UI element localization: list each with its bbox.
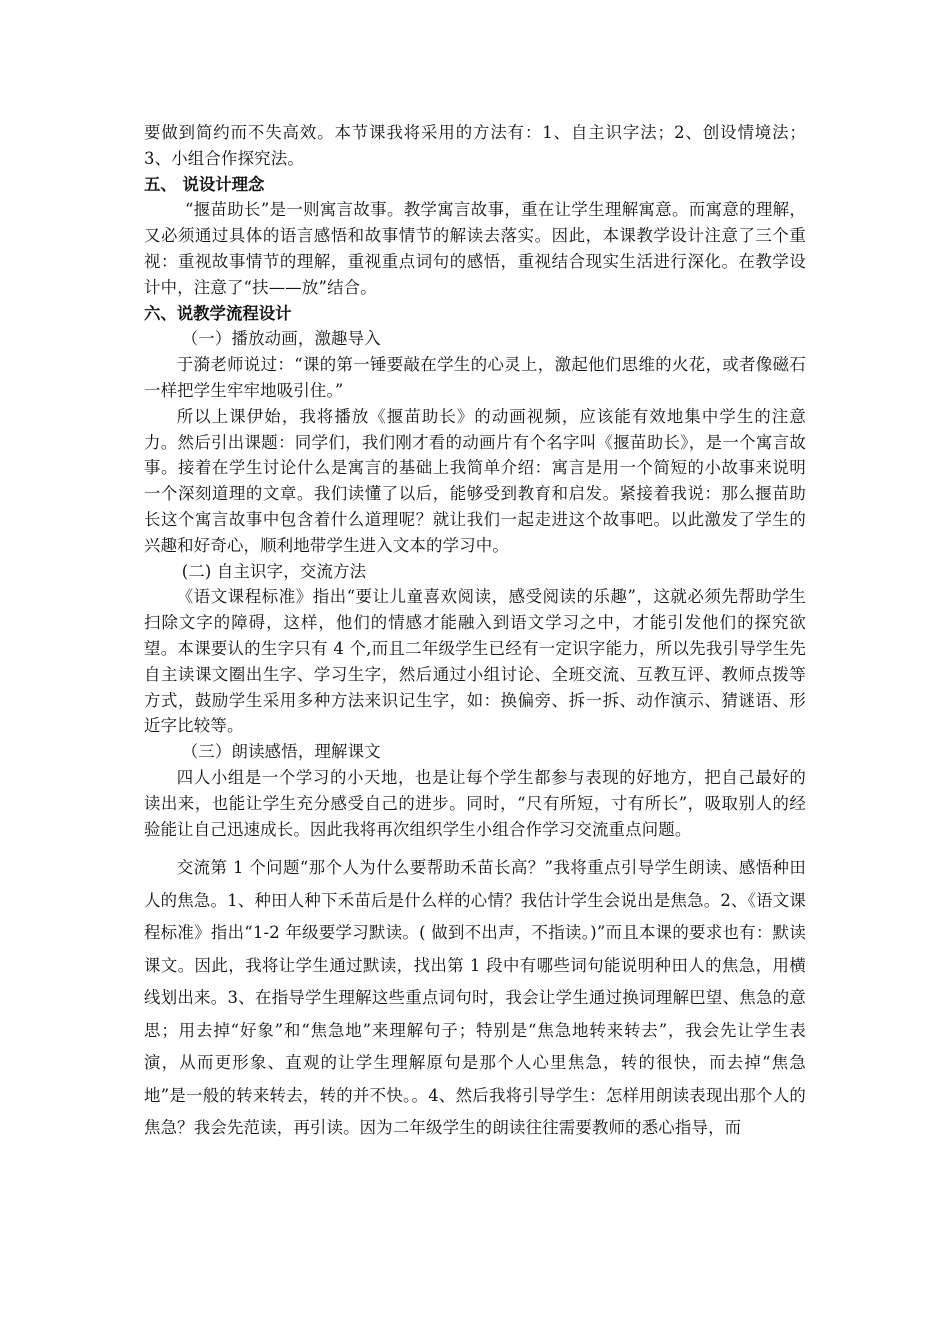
- loose-section: [144, 852, 806, 1145]
- subheading-self-literacy: (二) 自主识字，交流方法: [181, 561, 367, 581]
- paragraph-group-learning: 四人小组是一个学习的小天地，也是让每个学生都参与表现的好地方，把自己最好的读出来，也能让学生充分感受自己的进步。同时，“尺有所短，寸有所长”，吸取别人的经验能让自己迅速成长。因此我将再次组织学生小组合作学习交流重点问题。: [144, 767, 806, 839]
- heading-design-concept: 五、 说设计理念: [144, 174, 265, 194]
- subheading-animation-intro: （一）播放动画，激趣导入: [181, 329, 381, 349]
- paragraph-gap: [144, 842, 806, 852]
- paragraph-quote: 于漪老师说过：“课的第一锤要敲在学生的心灵上，激起他们思维的火花，或者像磁石一样把学生牢牢地吸引住。”: [144, 355, 806, 400]
- paragraph-literacy-methods: 《语文课程标准》指出“要让儿童喜欢阅读，感受阅读的乐趣”，这就必须先帮助学生扫除文字的障碍，这样，他们的情感才能融入到语文学习之中，才能引发他们的探究欲望。本课要认的生字只有 4 个,而且二年级学生已经有一定识字能力，所以先我引导学生先自主读课文圈出生字、学习生字，然后通过小组讨论、全班交流、互教互评、教师点拨等方式，鼓励学生采用多种方法来识记生字，如：换偏旁、拆一拆、动作演示、猜谜语、形近字比较等。: [144, 587, 806, 736]
- document-page: [144, 120, 806, 1145]
- paragraph-class-start: 所以上课伊始，我将播放《揠苗助长》的动画视频，应该能有效地集中学生的注意力。然后引出课题：同学们，我们刚才看的动画片有个名字叫《揠苗助长》，是一个寓言故事。接着在学生讨论什么是寓言的基础上我简单介绍：寓言是用一个简短的小故事来说明一个深刻道理的文章。我们读懂了以后，能够受到教育和启发。紧接着我说：那么揠苗助长这个寓言故事中包含着什么道理呢？就让我们一起走进这个故事吧。以此激发了学生的兴趣和好奇心，顺利地带学生进入文本的学习中。: [144, 406, 806, 555]
- paragraph-methods: 要做到简约而不失高效。本节课我将采用的方法有：1、自主识字法；2、创设情境法；3、小组合作探究法。: [144, 123, 806, 168]
- subheading-reading-understanding: （三）朗读感悟，理解课文: [181, 742, 381, 762]
- heading-teaching-process: 六、说教学流程设计: [144, 303, 292, 323]
- paragraph-question-one: 交流第 1 个问题“那个人为什么要帮助禾苗长高？”我将重点引导学生朗读、感悟种田人的焦急。1、种田人种下禾苗后是什么样的心情？我估计学生会说出是焦急。2、《语文课程标准》指出“1-2 年级要学习默读。( 做到不出声，不指读。)”而且本课的要求也有：默读课文。因此，我将让学生通过默读，找出第 1 段中有哪些词句能说明种田人的焦急，用横线划出来。3、在指导学生理解这些重点词句时，我会让学生通过换词理解巴望、焦急的意思；用去掉“好象”和“焦急地”来理解句子；特别是“焦急地转来转去”，我会先让学生表演，从而更形象、直观的让学生理解原句是那个人心里焦急，转的很快，而去掉“焦急地”是一般的转来转去，转的并不快。。4、然后我将引导学生：怎样用朗读表现出那个人的焦急？我会先范读，再引读。因为二年级学生的朗读往往需要教师的悉心指导，而: [144, 858, 806, 1138]
- paragraph-design-concept: “揠苗助长”是一则寓言故事。教学寓言故事，重在让学生理解寓意。而寓意的理解，又必须通过具体的语言感悟和故事情节的解读去落实。因此，本课教学设计注意了三个重视：重视故事情节的理解，重视重点词句的感悟，重视结合现实生活进行深化。在教学设计中，注意了“扶——放”结合。: [144, 200, 806, 297]
